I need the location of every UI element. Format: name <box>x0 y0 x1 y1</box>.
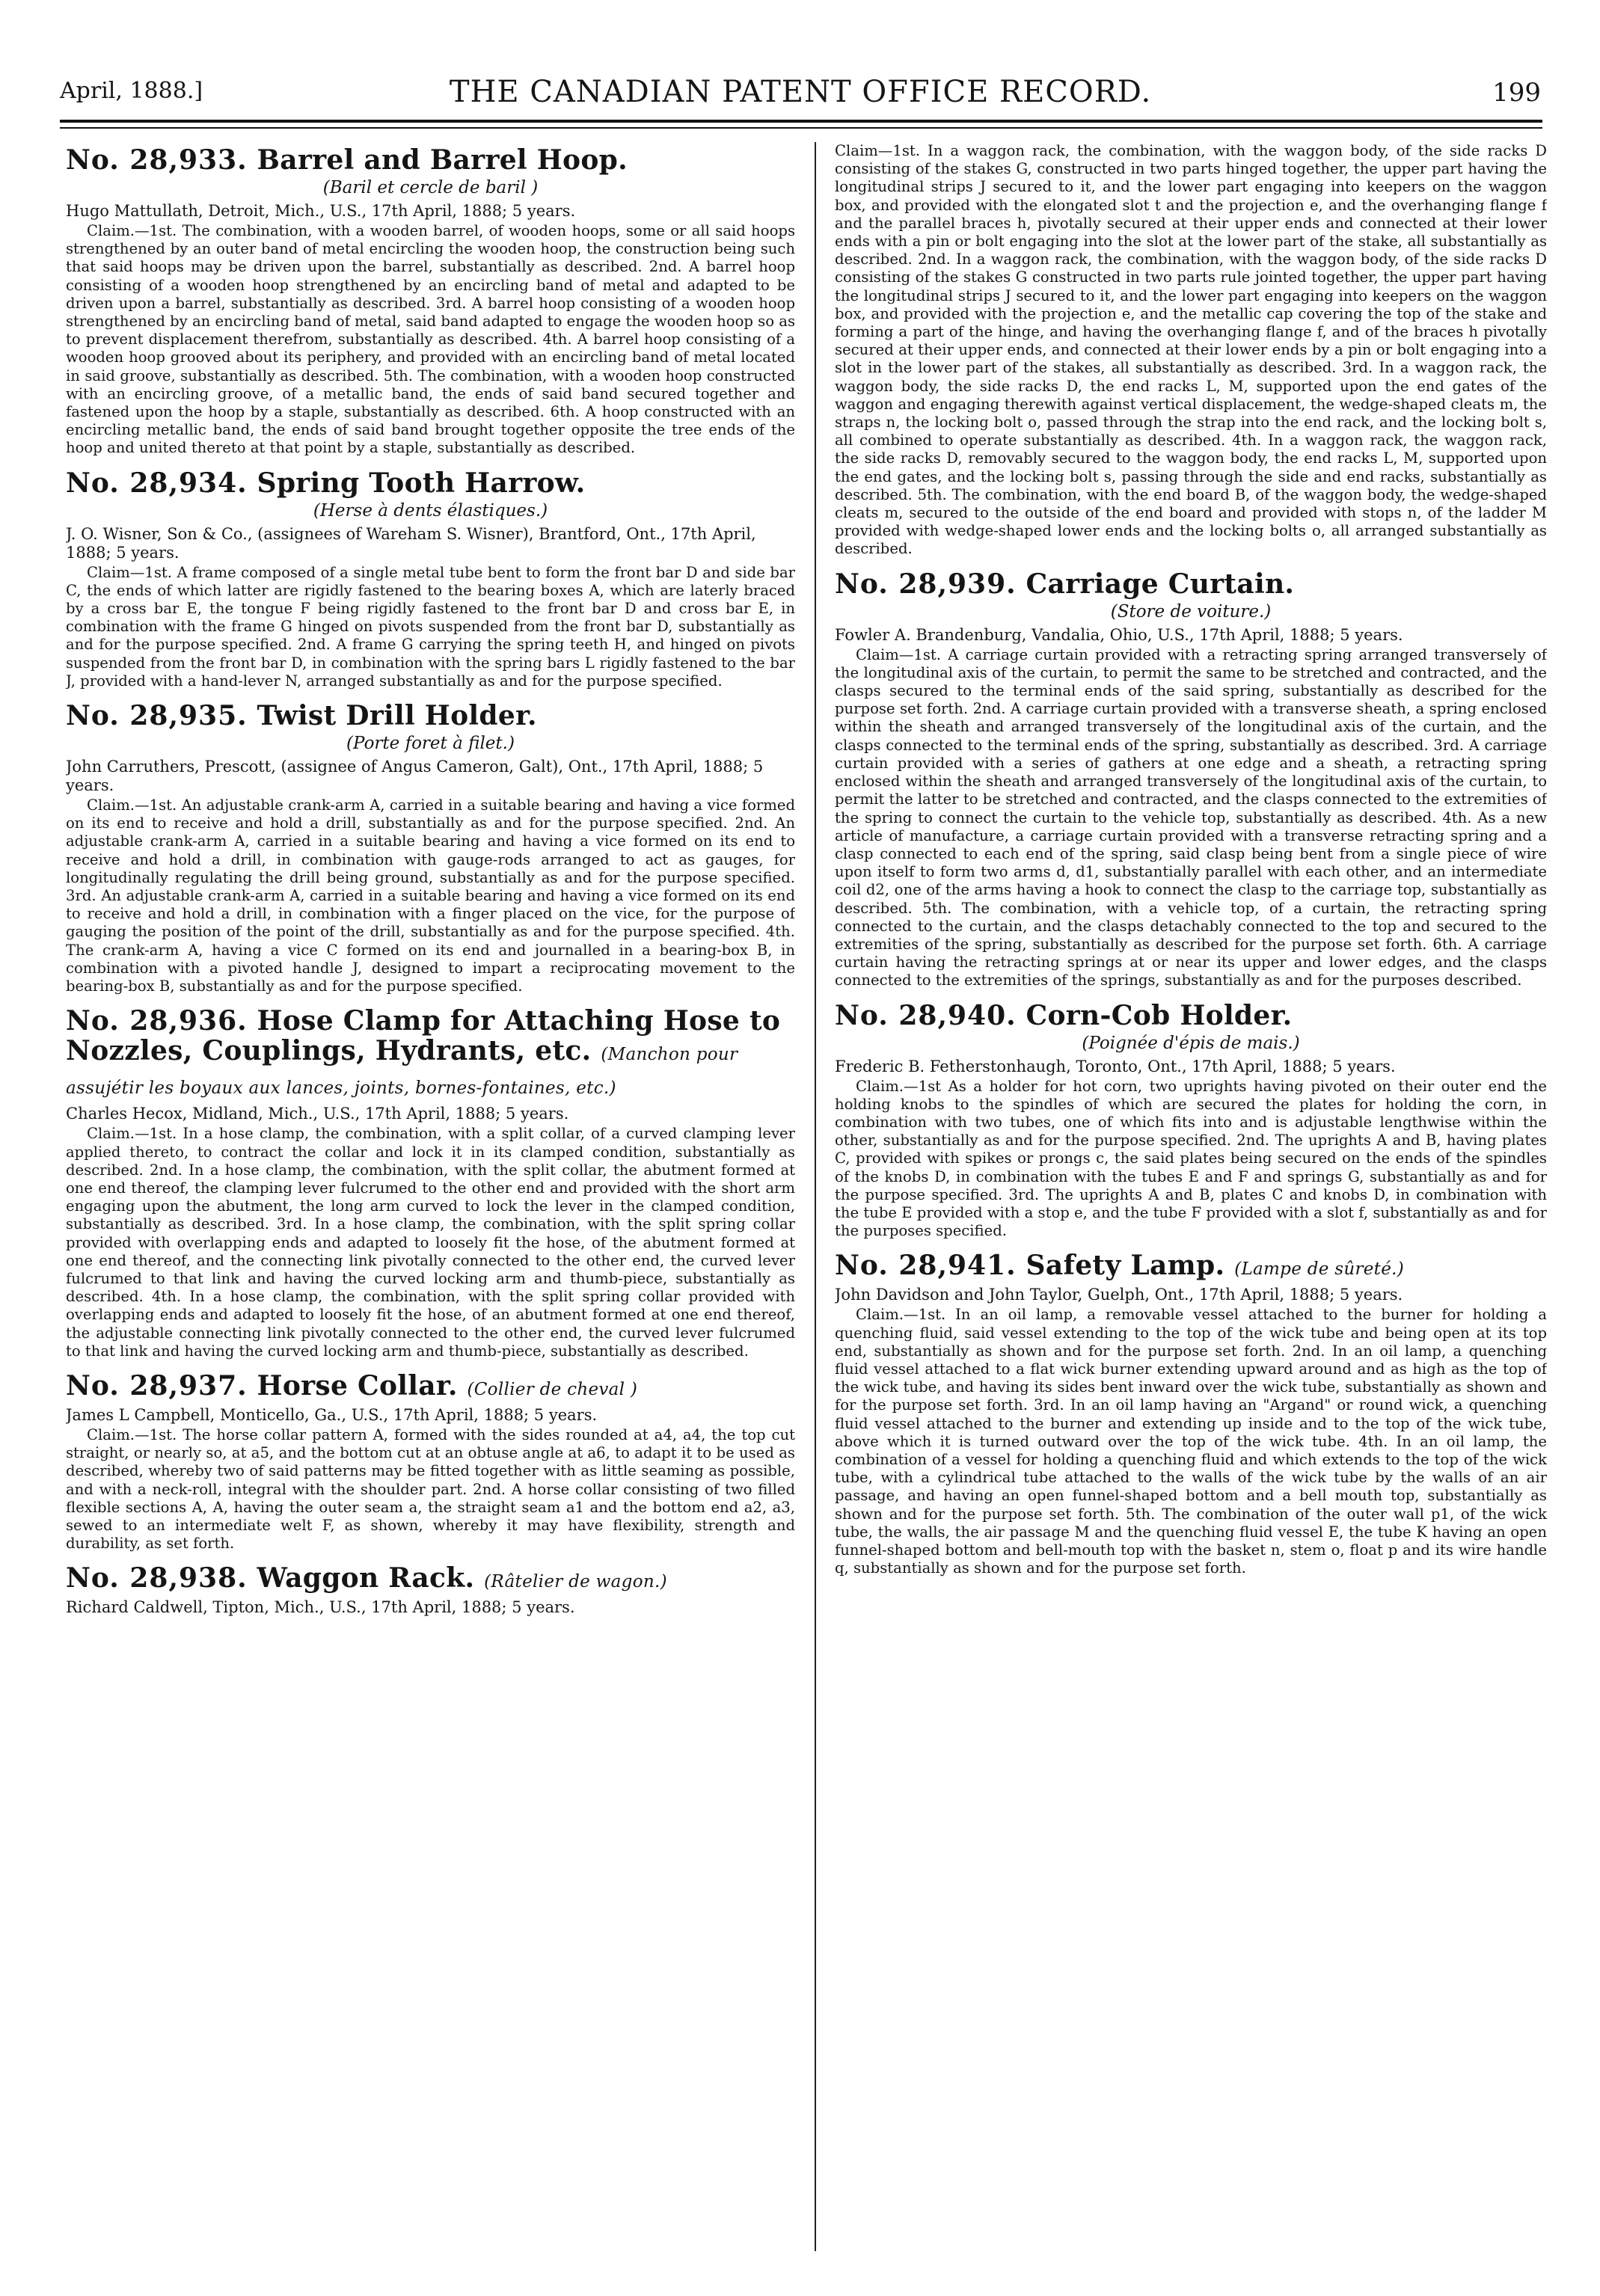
inventor-line: John Davidson and John Taylor, Guelph, Ont., 17th April, 1888; 5 years. <box>835 1286 1403 1304</box>
inventor-line: Fowler A. Brandenburg, Vandalia, Ohio, U.S., 17th April, 1888; 5 years. <box>835 625 1403 644</box>
issue-date: April, 1888.] <box>60 78 203 104</box>
left-column <box>66 142 795 2259</box>
patent-entry-28936 <box>66 1006 795 1360</box>
patent-entry-28935 <box>66 701 795 995</box>
patent-title: Horse Collar. <box>257 1369 458 1402</box>
patent-number: No. 28,933. <box>66 144 248 176</box>
inventor-line: Richard Caldwell, Tipton, Mich., U.S., 17th April, 1888; 5 years. <box>66 1598 575 1617</box>
patent-entry-28937 <box>66 1371 795 1553</box>
patent-title: Carriage Curtain. <box>1026 568 1295 600</box>
patent-number: No. 28,934. <box>66 467 248 499</box>
french-title: (Manchon pour assujétir les boyaux aux lances, joints, bornes-fontaines, etc.) <box>66 1045 738 1099</box>
patent-title: Spring Tooth Harrow. <box>257 467 586 499</box>
french-title: (Poignée d'épis de mais.) <box>1082 1033 1300 1053</box>
claims-text: Claim.—1st As a holder for hot corn, two uprights having pivoted on their outer end the holding knobs to the spindles of which are secured the plates for holding the corn, in combination with two tubes, one of which fits into and is adjustable lengthwise within the other, substantially as and for the purpose specified. 2nd. The uprights A and B, having plates C, provided with spikes or prongs c, the said plates being secured on the ends of the spindles of the knobs D, in combination with the tubes E and F and springs G, substantially as and for the purpose specified. 3rd. The uprights A and B, plates C and knobs D, in combination with the tube E provided with a stop e, and the tube F provided with a slot f, substantially as and for the purposes specified. <box>835 1077 1547 1240</box>
patent-number: No. 28,937. <box>66 1369 248 1402</box>
claims-text: Claim—1st. A carriage curtain provided with a retracting spring arranged transversely of the longitudinal axis of the curtain, to permit the same to be stretched and contracted, and the clasps secured to the terminal ends of the said spring, substantially as described for the purpose set forth. 2nd. A carriage curtain provided with a transverse sheath, a spring enclosed within the sheath and arranged transversely of the longitudinal axis of the curtain, and the clasps connected to the terminal ends of the spring, substantially as described. 3rd. A carriage curtain provided with a series of gathers at one edge and a sheath, a retracting spring enclosed within the sheath and arranged transversely of the longitudinal axis of the curtain, to permit the latter to be stretched and contracted, and the clasps connected to the extremities of the spring to connect the curtain to the vehicle top, substantially as described. 4th. As a new article of manufacture, a carriage curtain provided with a transverse retracting spring and a clasp connected to each end of the spring, said clasp being bent from a single piece of wire upon itself to form two arms d, d1, substantially parallel with each other, and an intermediate coil d2, one of the arms having a hook to connect the clasp to the carriage top, substantially as described. 5th. The combination, with a vehicle top, of a curtain, the retracting spring connected to the curtain, and the clasps detachably connected to the top and secured to the extremities of the spring, substantially as described for the purpose set forth. 6th. A carriage curtain having the retracting springs at or near its upper and lower edges, and the clasps connected to the extremities of the springs, substantially as and for the purposes described. <box>835 645 1547 989</box>
french-title: (Collier de cheval ) <box>467 1379 638 1399</box>
claims-text: Claim.—1st. In a hose clamp, the combination, with a split collar, of a curved clamping lever applied thereto, to contract the collar and lock it in its clamped condition, substantially as described. 2nd. In a hose clamp, the combination, with the split collar, the abutment formed at one end thereof, the clamping lever fulcrumed to the other end and provided with the short arm engaging upon the abutment, the long arm curved to lock the lever in the clamped condition, substantially as described. 3rd. In a hose clamp, the combination, with the split spring collar provided with overlapping ends and adapted to loosely fit the hose, of the abutment formed at one end thereof, and the connecting link pivotally connected to the other end, the curved lever fulcrumed to that link and having the curved locking arm and thumb-piece, substantially as described. 4th. In a hose clamp, the combination, with the split spring collar provided with overlapping ends and adapted to loosely fit the hose, of an abutment formed at one end thereof, the adjustable connecting link pivotally connected to the other end, the curved lever fulcrumed to that link and having the curved locking arm and thumb-piece, substantially as described. <box>66 1125 795 1360</box>
header-rule-thin <box>60 127 1542 129</box>
inventor-line: John Carruthers, Prescott, (assignee of Angus Cameron, Galt), Ont., 17th April, 1888; 5 years. <box>66 758 764 795</box>
claims-text: Claim.—1st. The horse collar pattern A, formed with the sides rounded at a4, a4, the top cut straight, or nearly so, at a5, and the bottom cut at an obtuse angle at a6, to adapt it to be used as described, whereby two of said patterns may be fitted together with as little seaming as possible, and with a neck-roll, integral with the shoulder part. 2nd. A horse collar consisting of two filled flexible sections A, A, having the outer seam a, the straight seam a1 and the bottom end a2, a3, sewed to an intermediate welt F, as shown, whereby it may have flexibility, strength and durability, as set forth. <box>66 1425 795 1553</box>
patent-entry-28941 <box>835 1250 1547 1577</box>
inventor-line: Frederic B. Fetherstonhaugh, Toronto, Ont., 17th April, 1888; 5 years. <box>835 1057 1396 1075</box>
column-divider <box>815 142 816 2251</box>
page-number: 199 <box>1492 78 1541 108</box>
patent-title: Corn-Cob Holder. <box>1026 999 1293 1031</box>
french-title: (Râtelier de wagon.) <box>484 1572 667 1592</box>
french-title: (Herse à dents élastiques.) <box>313 500 548 521</box>
patent-number: No. 28,939. <box>835 568 1017 600</box>
claims-text: Claim.—1st. In an oil lamp, a removable vessel attached to the burner for holding a quenching fluid, said vessel extending to the top of the wick tube and being open at its top end, substantially as shown and for the purpose set forth. 2nd. In an oil lamp, a quenching fluid vessel attached to a flat wick burner extending upward around and as high as the top of the wick tube, and having its sides bent inward over the wick tube, substantially as shown and for the purpose set forth. 3rd. In an oil lamp having an "Argand" or round wick, a quenching fluid vessel attached to the burner and extending up inside and to the top of the wick tube, above which it is turned outward over the top of the wick tube. 4th. In an oil lamp, the combination of a vessel for holding a quenching fluid and which extends to the top of the wick tube, with a cylindrical tube attached to the walls of the wick tube by the walls of an air passage, and having an open funnel-shaped bottom and a bell mouth top, substantially as shown and for the purpose set forth. 5th. The combination of the outer wall p1, of the wick tube, the walls, the air passage M and the quenching fluid vessel E, the tube K having an open funnel-shaped bottom and bell-mouth top with the basket n, stem o, float p and its wire handle q, substantially as shown and for the purpose set forth. <box>835 1306 1547 1577</box>
claims-text: Claim—1st. A frame composed of a single metal tube bent to form the front bar D and side bar C, the ends of which latter are rigidly fastened to the bearing boxes A, which are laterly braced by a cross bar E, the tongue F being rigidly fastened to the front bar D and cross bar E, in combination with the frame G hinged on pivots suspended from the front bar D, substantially as and for the purpose specified. 2nd. A frame G carrying the spring teeth H, and hinged on pivots suspended from the front bar D, in combination with the spring bars L rigidly fastened to the bar J, provided with a hand-lever N, arranged substantially as and for the purpose specified. <box>66 563 795 690</box>
patent-entry-28940 <box>835 1001 1547 1241</box>
inventor-line: J. O. Wisner, Son & Co., (assignees of Wareham S. Wisner), Brantford, Ont., 17th April, 1888; 5 years. <box>66 524 756 562</box>
right-column <box>835 142 1547 2259</box>
claims-text: Claim.—1st. An adjustable crank-arm A, carried in a suitable bearing and having a vice formed on its end to receive and hold a drill, substantially as and for the purpose specified. 2nd. An adjustable crank-arm A, carried in a suitable bearing and having a vice formed on its end to receive and hold a drill, in combination with gauge-rods arranged to act as gauges, for longitudinally regulating the drill being ground, substantially as and for the purpose specified. 3rd. An adjustable crank-arm A, carried in a suitable bearing and having a vice formed on its end to receive and hold a drill, in combination with a finger placed on the vice, for the purpose of gauging the position of the point of the drill, substantially as and for the purpose specified. 4th. The crank-arm A, having a vice C formed on its end and journalled in a bearing-box B, in combination with a pivoted handle J, designed to impart a reciprocating movement to the bearing-box B, substantially as and for the purpose specified. <box>66 796 795 995</box>
inventor-line: James L Campbell, Monticello, Ga., U.S., 17th April, 1888; 5 years. <box>66 1405 598 1424</box>
patent-title: Waggon Rack. <box>257 1562 475 1594</box>
patent-entry-28933 <box>66 145 795 458</box>
patent-entry-28934 <box>66 468 795 690</box>
french-title: (Baril et cercle de baril ) <box>322 178 539 197</box>
french-title: (Store de voiture.) <box>1110 601 1272 621</box>
claims-text-continued: Claim—1st. In a waggon rack, the combination, with the waggon body, of the side racks D consisting of the stakes G, constructed in two parts hinged together, the upper part having the longitudinal strips J secured to it, and the lower part engaging into keepers on the waggon box, and provided with the elongated slot t and the projection e, and the overhanging flange f and the parallel braces h, pivotally secured at their upper ends and connected at their lower ends with a pin or bolt engaging into the slot at the lower part of the stake, all substantially as described. 2nd. In a waggon rack, the combination, with the waggon body, of the side racks D consisting of the stakes G constructed in two parts rule jointed together, the upper part having the longitudinal strips J secured to it, and the lower part engaging into keepers on the waggon box, and provided with the projection e, and the metallic cap covering the top of the stake and forming a part of the hinge, and having the overhanging flange f, and of the braces h pivotally secured at their upper ends, and connected at their lower ends by a pin or bolt engaging into a slot in the lower part of the stakes, all substantially as described. 3rd. In a waggon rack, the waggon body, the side racks D, the end racks L, M, supported upon the end gates of the waggon and engaging therewith against vertical displacement, the wedge-shaped cleats m, the straps n, the locking bolt o, passed through the strap into the end rack, and the locking bolt s, all combined to operate substantially as described. 4th. In a waggon rack, the waggon rack, the side racks D, removably secured to the waggon body, the end racks L, M, supported upon the end gates, and the locking bolt s, passing through the side and end racks, substantially as described. 5th. The combination, with the end board B, of the waggon body, the wedge-shaped cleats m, secured to the outside of the end board and provided with stops n, of the ladder M provided with wedge-shaped lower ends and the locking bolts o, all arranged substantially as described. <box>835 142 1547 558</box>
patent-entry-28939 <box>835 569 1547 990</box>
inventor-line: Charles Hecox, Midland, Mich., U.S., 17th April, 1888; 5 years. <box>66 1105 569 1123</box>
journal-title: THE CANADIAN PATENT OFFICE RECORD. <box>449 75 1152 109</box>
inventor-line: Hugo Mattullath, Detroit, Mich., U.S., 17th April, 1888; 5 years. <box>66 202 576 220</box>
french-title: (Lampe de sûreté.) <box>1234 1259 1405 1280</box>
patent-number: No. 28,941. <box>835 1250 1017 1282</box>
patent-number: No. 28,935. <box>66 700 248 732</box>
header-rule-thick <box>60 120 1542 123</box>
patent-title: Barrel and Barrel Hoop. <box>257 144 628 176</box>
patent-title: Hose Clamp for Attaching Hose to Nozzles, Couplings, Hydrants, etc. <box>66 1005 781 1067</box>
page-header <box>60 75 1541 114</box>
french-title: (Porte foret à filet.) <box>346 734 515 754</box>
patent-title: Twist Drill Holder. <box>257 700 537 732</box>
patent-entry-28938 <box>66 1563 795 1617</box>
patent-number: No. 28,938. <box>66 1562 248 1594</box>
patent-number: No. 28,940. <box>835 999 1017 1031</box>
claims-text: Claim.—1st. The combination, with a wooden barrel, of wooden hoops, some or all said hoops strengthened by an outer band of metal encircling the wooden hoop, the construction being such that said hoops may be driven upon the barrel, substantially as described. 2nd. A barrel hoop consisting of a wooden hoop strengthened by an encircling band of metal and adapted to be driven upon a barrel, substantially as described. 3rd. A barrel hoop consisting of a wooden hoop strengthened by an encircling band of metal, said band adapted to engage the wooden hoop so as to prevent displacement therefrom, substantially as described. 4th. A barrel hoop consisting of a wooden hoop grooved about its periphery, and provided with an encircling band of metal located in said groove, substantially as described. 5th. The combination, with a wooden hoop constructed with an encircling groove, of a metallic band, the ends of said band secured together and fastened upon the hoop by a staple, substantially as described. 6th. A hoop constructed with an encircling metallic band, the ends of said band brought together opposite the tree ends of the hoop and united thereto at that point by a staple, substantially as described. <box>66 222 795 457</box>
patent-title: Safety Lamp. <box>1026 1250 1225 1282</box>
patent-number: No. 28,936. <box>66 1005 248 1037</box>
